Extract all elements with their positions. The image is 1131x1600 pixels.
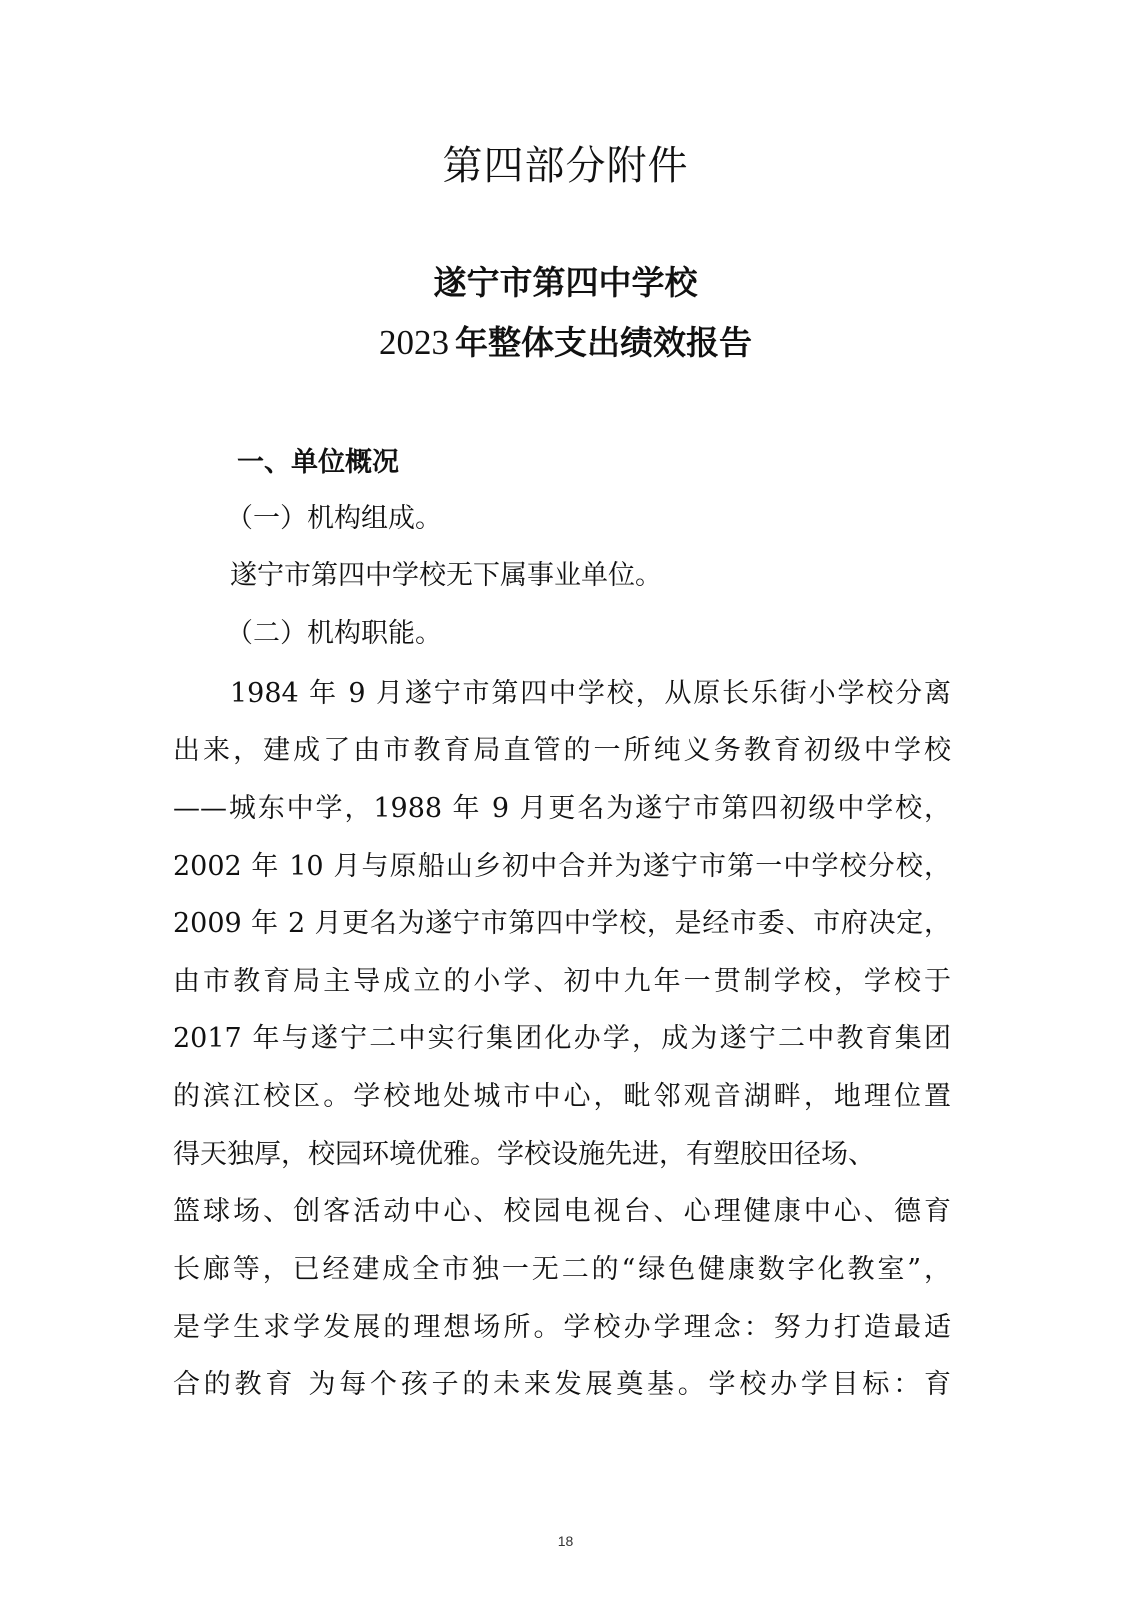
report-title-year: 2023 bbox=[379, 323, 449, 362]
paragraph-line: ——城东中学，1988 年 9 月更名为遂宁市第四初级中学校， bbox=[173, 793, 951, 824]
subsection-heading-2: （二）机构职能。 bbox=[226, 618, 442, 649]
paragraph-line: 是学生求学发展的理想场所。学校办学理念：努力打造最适 bbox=[173, 1312, 951, 1343]
paragraph-line: 的滨江校区。学校地处城市中心，毗邻观音湖畔，地理位置 bbox=[173, 1081, 951, 1112]
report-title-text: 年整体支出绩效报告 bbox=[455, 323, 752, 362]
paragraph-line: 由市教育局主导成立的小学、初中九年一贯制学校，学校于 bbox=[173, 966, 951, 997]
report-title-line1: 遂宁市第四中学校 bbox=[433, 263, 698, 302]
paragraph-line: 2017 年与遂宁二中实行集团化办学，成为遂宁二中教育集团 bbox=[173, 1023, 951, 1054]
subsection-heading-1: （一）机构组成。 bbox=[226, 503, 442, 534]
paragraph-line: 合的教育 为每个孩子的未来发展奠基。学校办学目标：育 bbox=[173, 1369, 951, 1400]
paragraph-line: 2009 年 2 月更名为遂宁市第四中学校，是经市委、市府决定， bbox=[173, 908, 951, 939]
paragraph-line: 2002 年 10 月与原船山乡初中合并为遂宁市第一中学校分校， bbox=[173, 851, 951, 882]
paragraph-line: 得天独厚，校园环境优雅。学校设施先进，有塑胶田径场、 bbox=[173, 1139, 875, 1170]
part-title: 第四部分附件 bbox=[442, 143, 689, 189]
paragraph-line: 篮球场、创客活动中心、校园电视台、心理健康中心、德育 bbox=[173, 1196, 951, 1227]
subsection-text-1: 遂宁市第四中学校无下属事业单位。 bbox=[230, 560, 662, 591]
paragraph-line: 出来，建成了由市教育局直管的一所纯义务教育初级中学校 bbox=[173, 735, 951, 766]
paragraph-line: 长廊等，已经建成全市独一无二的“绿色健康数字化教室”， bbox=[173, 1254, 951, 1285]
section-heading: 一、单位概况 bbox=[237, 447, 399, 478]
page-number: 18 bbox=[557, 1533, 574, 1549]
report-title-line2 bbox=[0, 322, 1131, 364]
paragraph-line: 1984 年 9 月遂宁市第四中学校，从原长乐街小学校分离 bbox=[230, 678, 951, 709]
